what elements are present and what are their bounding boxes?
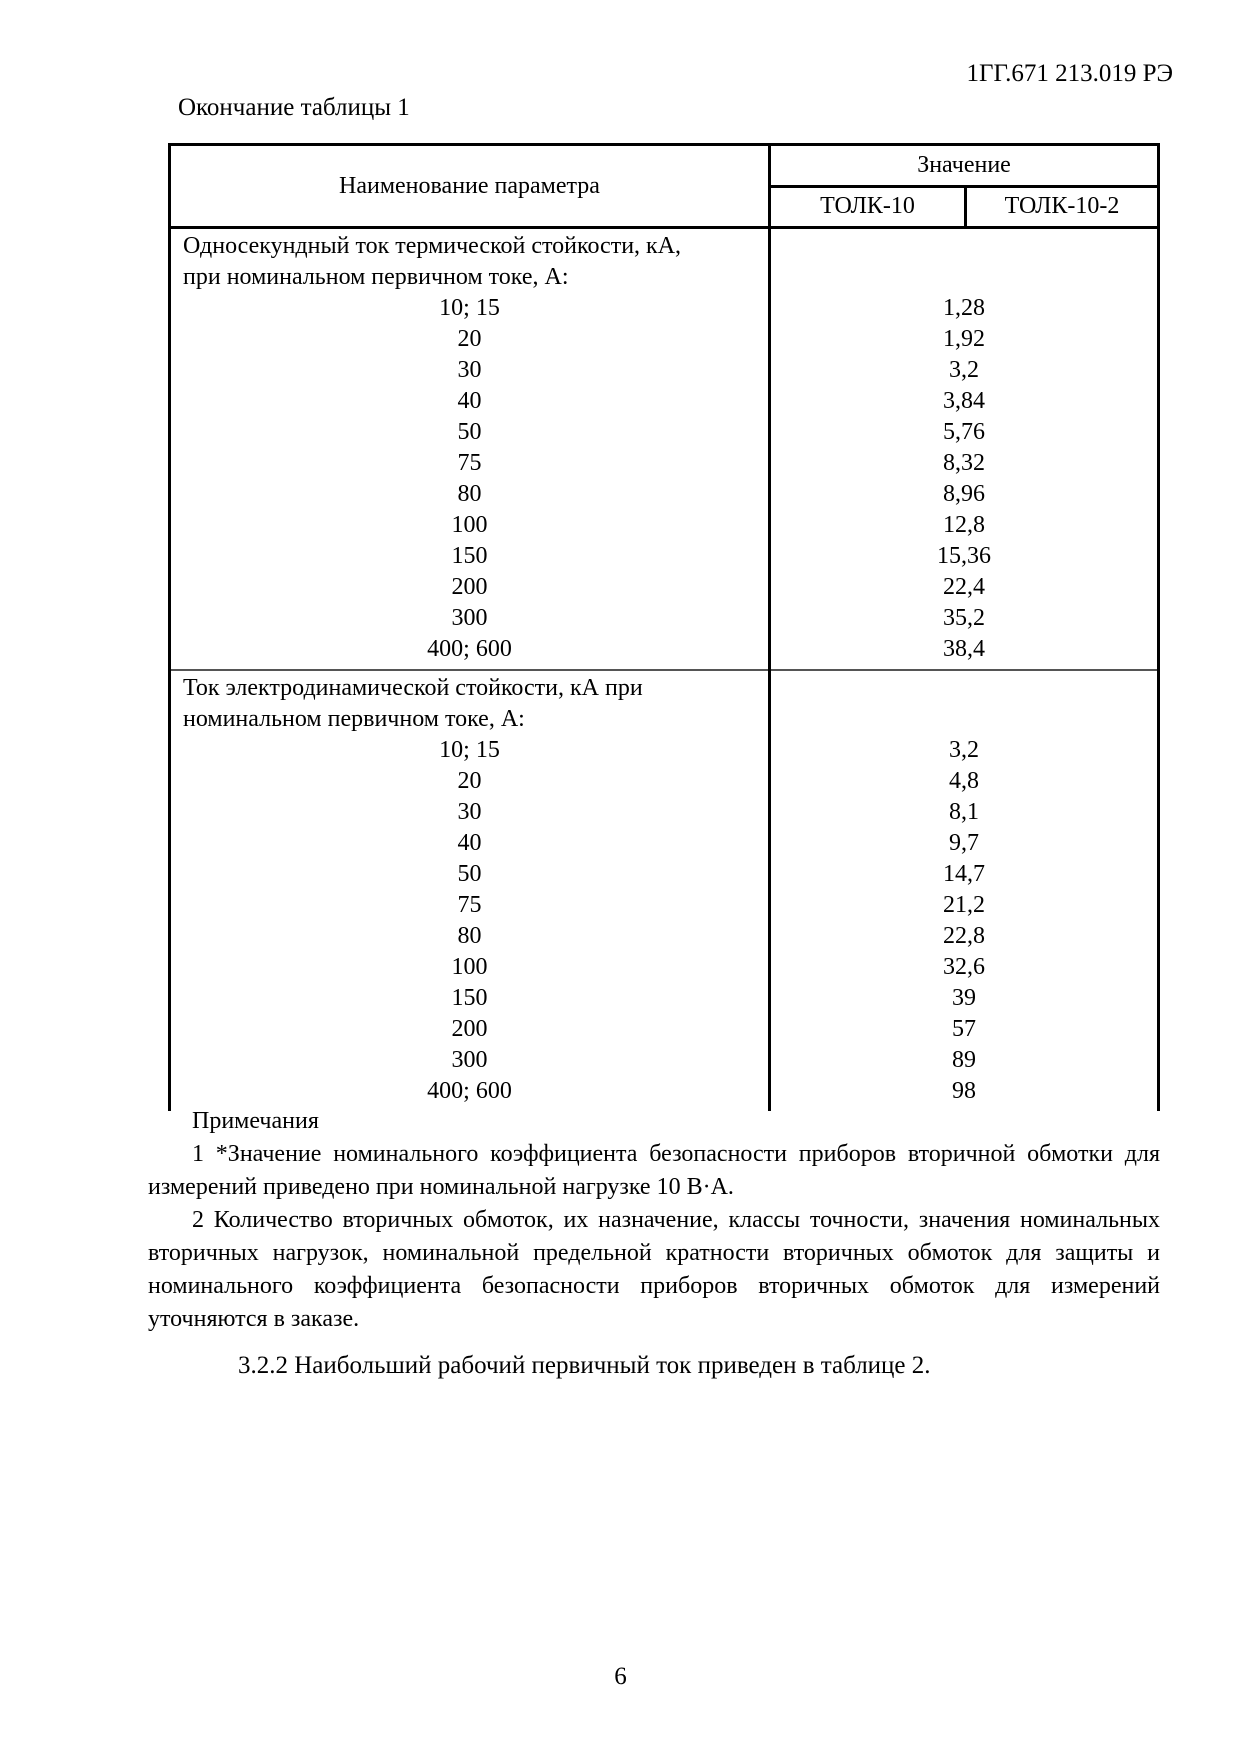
parameter-title: при номинальном первичном токе, А:	[183, 264, 569, 290]
blank-line	[771, 704, 1157, 735]
parameter-title: Односекундный ток термической стойкости, кА,	[183, 233, 682, 259]
rated-current: 200	[451, 574, 488, 600]
rated-current: 300	[451, 1047, 488, 1073]
notes-heading: Примечания	[192, 1108, 319, 1134]
rated-current: 20	[457, 326, 482, 352]
blank-line	[771, 262, 1157, 293]
current-value: 5,76	[943, 419, 985, 445]
table-section	[170, 670, 1159, 1111]
notes-section	[148, 1105, 1160, 1336]
current-value: 21,2	[943, 892, 985, 918]
rated-current: 200	[451, 1016, 488, 1042]
rated-current: 10; 15	[439, 737, 500, 763]
current-value: 22,8	[943, 923, 985, 949]
parameters-table	[168, 143, 1160, 1111]
rated-current: 150	[451, 543, 488, 569]
value-cell	[770, 670, 1159, 1111]
current-value: 3,2	[949, 357, 979, 383]
parameter-title: Ток электродинамической стойкости, кА при	[183, 675, 643, 701]
rated-current: 150	[451, 985, 488, 1011]
rated-current: 30	[457, 357, 482, 383]
document-code: 1ГГ.671 213.019 РЭ	[966, 60, 1173, 87]
current-value: 3,84	[943, 388, 985, 414]
current-value: 9,7	[949, 830, 979, 856]
rated-current: 300	[451, 605, 488, 631]
rated-current: 30	[457, 799, 482, 825]
column-header-value: Значение	[770, 145, 1159, 187]
current-value: 1,92	[943, 326, 985, 352]
current-value: 32,6	[943, 954, 985, 980]
table-section	[170, 228, 1159, 671]
value-cell	[770, 228, 1159, 671]
rated-current: 20	[457, 768, 482, 794]
parameter-cell	[170, 670, 770, 1111]
rated-current: 10; 15	[439, 295, 500, 321]
rated-current: 50	[457, 419, 482, 445]
current-value: 98	[952, 1078, 976, 1104]
rated-current: 40	[457, 388, 482, 414]
parameter-title: номинальном первичном токе, А:	[183, 706, 525, 732]
current-value: 8,1	[949, 799, 979, 825]
rated-current: 80	[457, 481, 482, 507]
subcolumn-header-tolk10: ТОЛК-10	[770, 186, 966, 228]
current-value: 8,96	[943, 481, 985, 507]
current-value: 1,28	[943, 295, 985, 321]
blank-line	[771, 231, 1157, 262]
current-value: 8,32	[943, 450, 985, 476]
rated-current: 80	[457, 923, 482, 949]
rated-current: 50	[457, 861, 482, 887]
rated-current: 100	[451, 954, 488, 980]
current-value: 57	[952, 1016, 976, 1042]
current-value: 4,8	[949, 768, 979, 794]
current-value: 14,7	[943, 861, 985, 887]
rated-current: 100	[451, 512, 488, 538]
current-value: 22,4	[943, 574, 985, 600]
table-caption: Окончание таблицы 1	[178, 94, 410, 121]
rated-current: 400; 600	[427, 1078, 512, 1104]
rated-current: 75	[457, 892, 482, 918]
rated-current: 75	[457, 450, 482, 476]
note-item: 1 *Значение номинального коэффициента безопасности приборов вторичной обмотки для измерений приведено при номинальной нагрузке 10 В·А.	[148, 1141, 1160, 1200]
section-paragraph: 3.2.2 Наибольший рабочий первичный ток приведен в таблице 2.	[238, 1352, 931, 1379]
current-value: 89	[952, 1047, 976, 1073]
current-value: 38,4	[943, 636, 985, 662]
note-item: 2 Количество вторичных обмоток, их назначение, классы точности, значения номинальных вторичных нагрузок, номинальной предельной кратности вторичных обмоток для защиты и номинального коэффициента безопасности приборов вторичных обмоток для измерений уточняются в заказе.	[148, 1207, 1160, 1332]
page-number: 6	[614, 1663, 627, 1690]
current-value: 39	[952, 985, 976, 1011]
subcolumn-header-tolk10-2: ТОЛК-10-2	[966, 186, 1159, 228]
current-value: 3,2	[949, 737, 979, 763]
rated-current: 400; 600	[427, 636, 512, 662]
blank-line	[771, 673, 1157, 704]
column-header-parameter: Наименование параметра	[170, 145, 770, 228]
current-value: 35,2	[943, 605, 985, 631]
current-value: 15,36	[937, 543, 991, 569]
current-value: 12,8	[943, 512, 985, 538]
rated-current: 40	[457, 830, 482, 856]
parameter-cell	[170, 228, 770, 671]
